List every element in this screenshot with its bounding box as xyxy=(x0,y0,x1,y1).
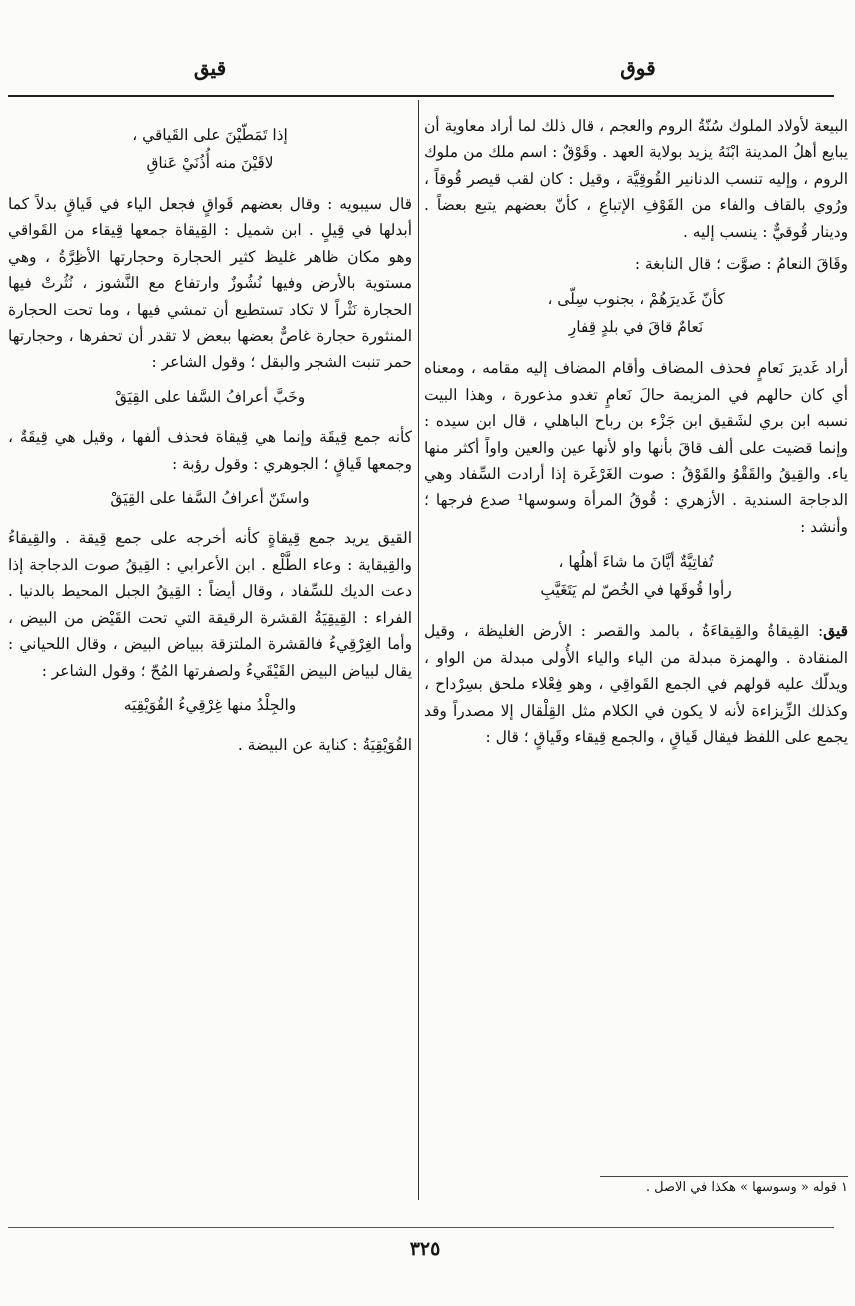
right-header-title: قوق xyxy=(620,56,656,80)
entry-headword: قيق xyxy=(823,622,848,641)
verse-line: نَعامٌ قاقَ في بلدٍ قِفارِ xyxy=(568,318,704,337)
left-paragraph-4: القُوَيْقِيَةُ : كناية عن البيضة . xyxy=(237,736,412,755)
entry-body: : القِيقاةُ والقِيقاءَةُ ، بالمد والقصر : الأرض الغليظة ، وقيل المنقادة . والهمزة مبدلة من الياء والياء الأُولى مبدلة من الواو ، ويدلّك عليه قولهم في الجمع القَواقِي ، وهو فِعْلاء ملحق بسِرْداح ، وكذلك الزِّيزاءة لأنه لا يكون في الكلام مثل القِلْقال إلا مصدراً وقد يجمع على اللفظ فيقال قَياقٍ ، والجمع قِيقاء وقَياقٍ ؛ قال : xyxy=(424,622,848,746)
right-verse-1 xyxy=(424,285,848,341)
footnote-rule xyxy=(600,1176,848,1177)
page-number: ٣٢٥ xyxy=(409,1238,441,1260)
verse-line: كأنّ غَديرَهُمْ ، بجنوب سِلّى ، xyxy=(547,290,725,309)
left-verse-3: واستَنّ أعرافُ السَّفا على القِيَقْ xyxy=(110,489,310,508)
column-divider xyxy=(418,100,419,1200)
footnote: ١ قوله « وسوسها » هكذا في الاصل . xyxy=(645,1180,848,1195)
verse-line: رأوا قُوقَها في الخُصّ لم يَتَغَيَّبِ xyxy=(540,581,732,600)
left-verse-2: وخَبَّ أعرافُ السَّفا على القِيَقْ xyxy=(114,387,306,406)
left-paragraph-2: كأنه جمع قِيقَة وإنما هي قِيقاة فحذف ألفها ، وقيل هي قِيقَةٌ ، وجمعها قَياقٍ ؛ الجوهري : وقول رؤبة : xyxy=(8,428,412,473)
right-paragraph-1: البيعة لأولاد الملوك سُنّةُ الروم والعجم ، قال ذلك لما أراد معاوية أن يبايع أهلُ المدينة ابْنَهُ يزيد بولاية العهد . وقَوْقٌ : اسم ملك من ملوك الروم ، وإليه تنسب الدنانير القُوقِيَّة ، وقيل : كان لقب قيصر قُوقاً ، ورُوي بالقاف والفاء من القَوْفِ الإتباعِ ، كأنّ بعضهم يتبع بعضاً . ودينار قُوقيٌّ : ينسب إليه . xyxy=(424,117,848,241)
left-paragraph-3: القيق يريد جمع قِيقاةٍ كأنه أخرجه على جمع قِيقة . والقِيقاءُ والقِيقاية : وعاء الطَّلْع . ابن الأعرابي : القِيقُ صوت الدجاجة إذا دعت الديك للسِّفاد ، وقال أيضاً : القِيقُ الجبل المحيط بالدنيا . الفراء : القِيقِيَةُ القشرة الرقيقة التي تحت القَيْض من البيض ، وأما الغِرْقِيءُ فالقشرة الملتزقة ببياض البيض ، وقال اللحياني : يقال لبياض البيض القَيْقَيءُ ولصفرتها المُحّ ؛ وقول الشاعر : xyxy=(8,529,412,680)
left-verse-4: والجِلْدُ منها غِرْقِيءُ القُوَيْقِيَه xyxy=(123,695,297,714)
verse-line: تُفاتِيَّةٌ أيَّانَ ما شاءَ أهلُها ، xyxy=(558,553,714,572)
verse-line: لاقَيْنَ منه أُذُنَيْ عَناقِ xyxy=(146,154,274,172)
left-column xyxy=(8,113,412,765)
left-paragraph-1: قال سيبويه : وقال بعضهم قَواقٍ فجعل الياء في قَياقٍ بدلاً كما أبدلها في قِيلٍ . ابن شميل : القِيقاة جمعها قِيقاء من القَواقي وهو مكان ظاهر غليظ كثير الحجارة وحجارتها الأظِرَّةُ ، وهي مستوية بالأرض وفيها نُشُوزٌ وارتفاع مع النَّشوز ، نُثُرتْ فيها الحجارة نَثْراً لا تكاد تستطيع أن تمشي فيها ، وما تحت الحجارة المنثورة حجارة غاصٌّ بعضها ببعض لا تقدر أن تحفرها ، وحجارتها حمر تنبت الشجر والبقل ؛ وقول الشاعر : xyxy=(8,195,412,372)
left-header-title: قيق xyxy=(193,56,227,80)
footer-rule xyxy=(8,1227,834,1228)
left-verse-1 xyxy=(8,121,412,177)
header-rule xyxy=(8,95,834,97)
right-column xyxy=(424,113,848,756)
right-paragraph-2: وقَاقَ النعامُ : صوَّت ؛ قال النابغة : xyxy=(634,255,848,274)
entry-qiq xyxy=(424,618,848,750)
right-paragraph-3: أراد غَديرَ نَعامٍ فحذف المضاف وأقام المضاف إليه مقامه ، ومعناه أي كان حالهم في المزيمة حالَ نَعامٍ تغدو مذعورة ، وهذا البيت نسبه ابن بري لشَقيق ابن جَزْء بن رباح الباهلي ، قال ابن سيده : وإنما قضيت على ألف قاقَ بأنها واو لأنها عين والعين واواً أكثر منها ياء. والقِيقُ والقَقْوُ والقَوْقُ : صوت الغَرْغَرة إذا أرادت السِّفاد وهي الدجاجة السندية . الأزهري : قُوقُ المرأة وسوسها¹ صدع فرجها ؛ وأنشد : xyxy=(424,359,848,536)
verse-line: إذا تَمَطّيْنَ على القَياقي ، xyxy=(132,126,288,144)
right-verse-2 xyxy=(424,548,848,604)
